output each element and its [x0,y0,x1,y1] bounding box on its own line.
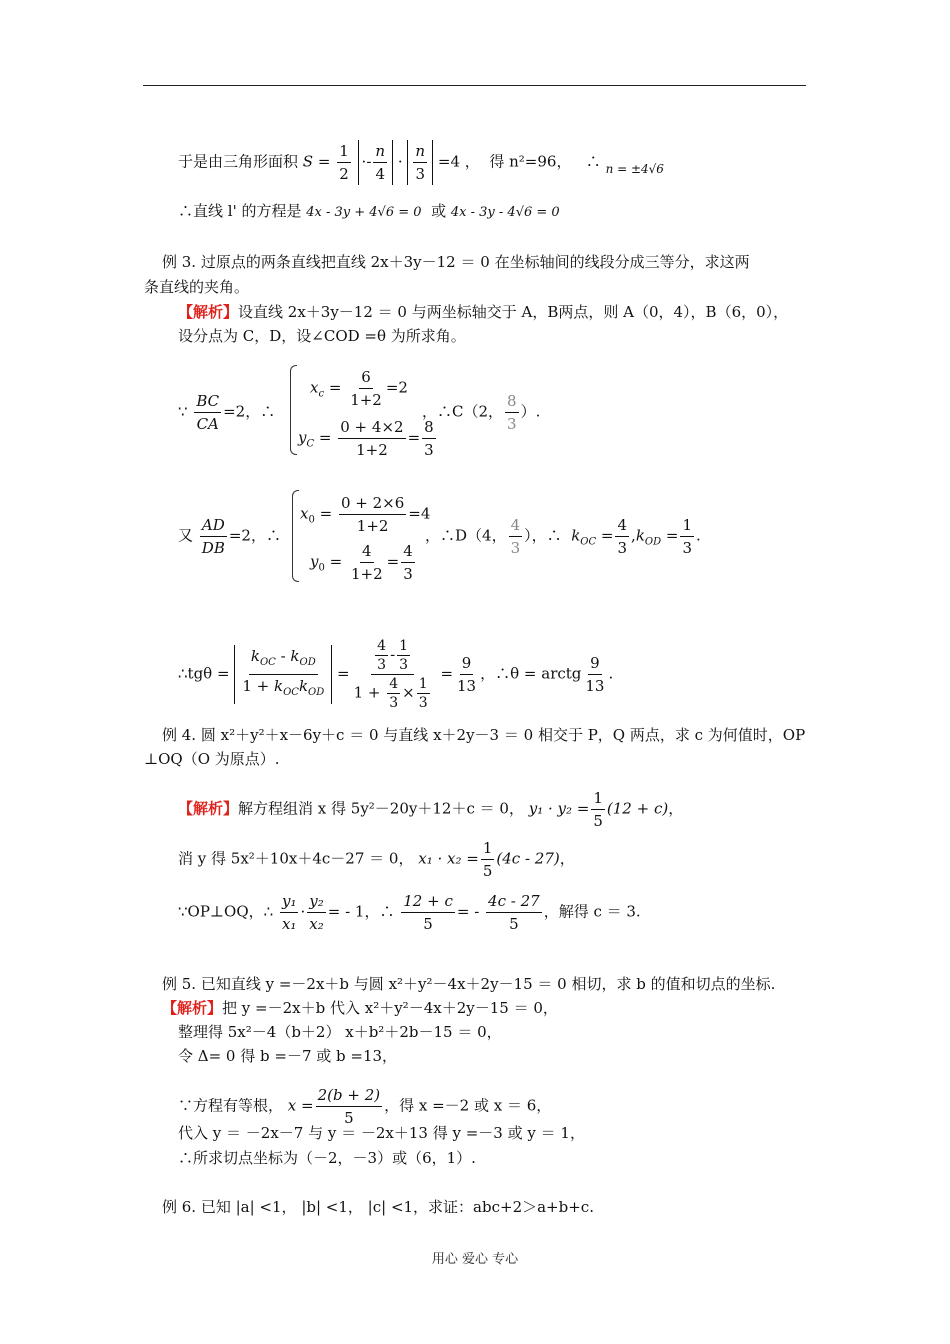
analysis-label: 【解析】 [178,303,239,321]
text: 或 [431,202,447,220]
ad-db-ratio: 又 $\frac{AD}{DB}$ =2，∴ [178,516,281,557]
ex5-solution-4: ∵方程有等根， x = $\frac{2(b + 2)}{5}$ ，得 x =－2 或 x ＝ 6， [178,1086,552,1127]
text: ， [464,152,480,171]
text: ∴直线 l' 的方程是 [178,202,302,220]
math-eq: = [317,152,331,171]
header-rule [143,85,806,86]
line-equation [178,201,560,223]
xc-eq: $x_c$ = $\frac{6}{1+2}$ =2 [310,368,408,409]
ex5-solution-6: ∴所求切点坐标为（－2，－3）或（6，1）. [178,1149,476,1167]
analysis-label: 【解析】 [162,999,223,1017]
ex5-solution-2: 整理得 5x²－4（b＋2） x＋b²＋2b－15 ＝ 0， [178,1023,502,1041]
math-eq4: =4 [437,152,460,171]
ex5-title: 例 5. 已知直线 y =－2x＋b 与圆 x²＋y²－4x＋2y－15 ＝ 0 相切，求 b 的值和切点的坐标. [162,975,776,993]
math-dot: · [397,152,403,171]
math-eq2: 4x - 3y - 4√6 = 0 [450,205,560,220]
y0-eq: $y_0$ = $\frac{4}{1+2}$ = $\frac{4}{3}$ [310,542,413,583]
yc-eq: $y_C$ = $\frac{0 + 4\times 2}{1+2}$ = $\frac{8}{3}$ [298,418,434,459]
analysis-label: 【解析】 [178,799,239,818]
ex4-solution-2: 消 y 得 5x²＋10x＋4c－27 ＝ 0， x₁ · x₂ = $\frac{1}{5}$ (4c - 27)， [178,839,575,880]
brace-d [292,490,299,582]
abs-n3: $\frac{n}{3}$ [407,140,433,185]
ex5-solution-3: 令 Δ= 0 得 b =－7 或 b =13， [178,1047,398,1065]
ex3-solution-1 [178,302,788,322]
triangle-area-line [178,140,664,185]
ex3-title-a: 例 3. 过原点的两条直线把直线 2x＋3y－12 ＝ 0 在坐标轴间的线段分成三等分，求这两 [162,253,750,271]
math-eq1: 4x - 3y + 4√6 = 0 [306,205,422,220]
x0-eq: $x_0$ = $\frac{0 + 2\times 6}{1+2}$ =4 [300,494,431,535]
text: 得 n²=96， [489,152,572,171]
therefore-symbol: ∴ [585,152,601,171]
point-d-slopes: ，∴D（4， $\frac{4}{3}$ ），∴ $k_{OC}$ = $\frac{4}{3}$ $,k_{OD}$ = $\frac{1}{3}$ . [425,516,701,557]
page-footer: 用心 爱心 专心 [431,1252,519,1267]
ex3-solution-2: 设分点为 C，D，设∠COD =θ 为所求角。 [178,327,466,345]
bc-ca-ratio: ∵ $\frac{BC}{CA}$ =2，∴ [178,392,276,433]
math-n-value: n = ±4√6 [605,161,664,176]
math-S: S [302,152,314,171]
ex5-solution-5: 代入 y ＝ －2x－7 与 y ＝ －2x＋13 得 y =－3 或 y ＝ 1， [178,1124,585,1142]
ex3-title-b: 条直线的夹角。 [144,278,250,296]
ex4-solution-3: ∵OP⊥OQ，∴ $\frac{\text{y₁}}{\text{x₁}}$ · $\frac{\text{y₂}}{\text{x₂}}$ = - 1，∴ $\frac{12 + c}{5}$ = - $\frac{4c - 27}{5}$ ，解得 c ＝ 3. [178,892,641,933]
abs-n4: ·- $\frac{n}{4}$ [358,140,394,185]
fraction-half: $\frac{1}{2}$ [339,142,349,183]
ex6-title: 例 6. 已知 |a| <1， |b| <1， |c| <1，求证：abc+2＞a+b+c. [162,1198,594,1216]
ex5-solution-1: 【解析】把 y =－2x＋b 代入 x²＋y²－4x＋2y－15 ＝ 0， [162,999,558,1017]
ex4-title-b: ⊥OQ（O 为原点）. [144,750,280,768]
ex4-solution-1: 【解析】解方程组消 x 得 5y²－20y＋12＋c ＝ 0， y₁ · y₂ = $\frac{1}{5}$ (12 + c)， [178,789,684,830]
text: 于是由三角形面积 [178,152,299,171]
brace-c [290,365,297,455]
text: 设直线 2x＋3y－12 ＝ 0 与两坐标轴交于 A，B两点，则 A（0，4），B（6，0）， [238,303,789,321]
tan-theta-eq: ∴tgθ = $\frac{k_{OC} - k_{OD}}{1 + k_{OC}k_{OD}}$ = $\frac{4}{3}$ - $\frac{1}{3}$ 1 + $\frac{4}{3}$ × $\frac{1}{3}$ = $\frac{9}{13}$ ，∴θ = arctg $\frac{9}{13}$ . [178,638,614,711]
point-c: ，∴C（2， $\frac{8}{3}$ ）. [422,392,541,433]
ex4-title-a: 例 4. 圆 x²＋y²＋x－6y＋c ＝ 0 与直线 x＋2y－3 ＝ 0 相交于 P，Q 两点，求 c 为何值时，OP [162,726,806,744]
